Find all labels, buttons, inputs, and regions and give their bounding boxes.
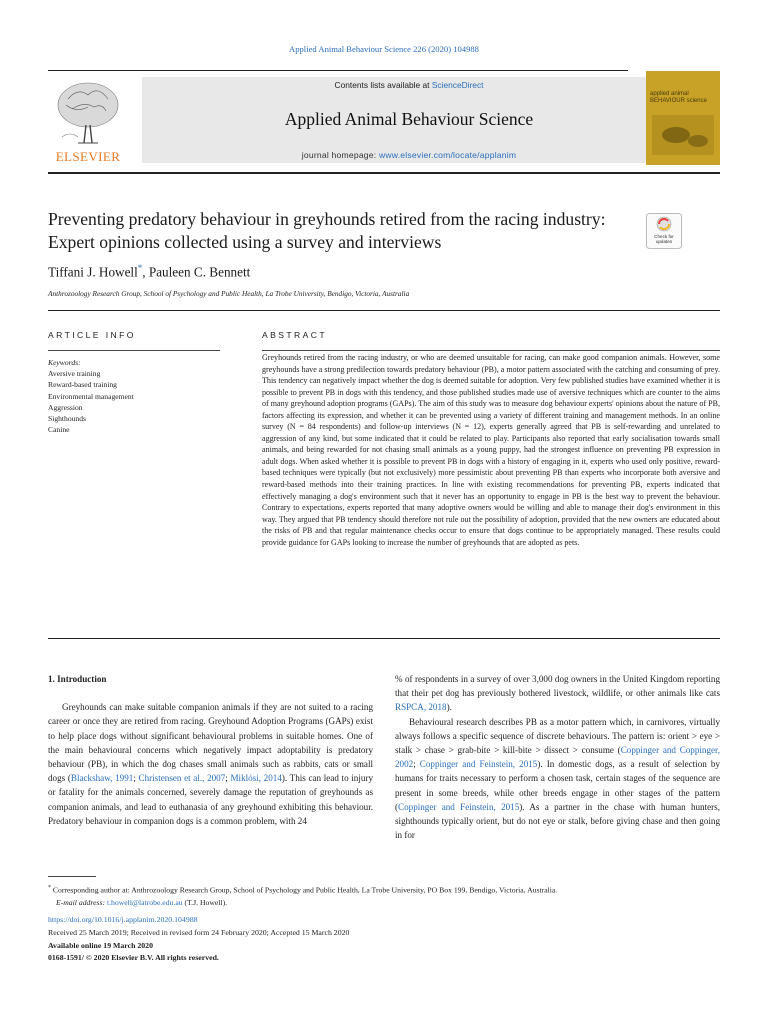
corresponding-author-mark[interactable]: * — [137, 263, 143, 273]
journal-banner — [142, 77, 676, 163]
available-online: Available online 19 March 2020 — [48, 940, 153, 950]
citation-separator: ; — [225, 773, 231, 784]
citation-link[interactable]: RSPCA, 2018 — [395, 702, 447, 713]
header-rule-bottom — [48, 172, 720, 174]
article-title: Preventing predatory behaviour in greyhounds retired from the racing industry: Expert opinions collected using a survey and interviews — [48, 209, 606, 252]
paragraph-text: ). In domestic dogs, as a result of selection by humans for traits necessary to perform a chosen task, certain stages of the sequence are present in some breeds, while other breeds engage in other stages of the pattern ( — [395, 759, 720, 812]
citation-separator: ; — [413, 759, 420, 770]
introduction-heading: 1. Introduction — [48, 674, 107, 684]
cover-title: applied animal BEHAVIOUR science — [650, 91, 707, 104]
journal-title: Applied Animal Behaviour Science — [284, 109, 534, 129]
abstract-text: Greyhounds retired from the racing industry, or who are deemed unsuitable for racing, can make good companion animals. However, some greyhounds have a strong predilection towards predatory behaviour (PB), a motor pattern associated with the catching and consuming of prey. This tendency can negatively impact whether the dog is deemed suitable for adoption. Very few published studies have examined whether it is possible to prevent PB in dogs with this tendency, and those published studies made use of aversive techniques which are counter to the aims of many greyhound adoption programs (GAPs). The aim of this study was to measure dog behaviour experts' opinions about the nature of PB, factors affecting its expression, and whether it can be prevented using a variety of different training and management methods. In an online survey (N = 84 respondents) and follow-up interviews (N = 12), experts generally agreed that PB is self-rewarding and unrelated to aggression of any kind, but some indicated that it could be related to play. Participants also reported that early socialisation towards small animals, and being rewarded for not chasing small animals as a young puppy, had the strongest influence on preventing PB expression in adult dogs. When asked whether it is possible to prevent PB in dogs with a history of engaging in it, experts who used only positive, reward-based techniques were typically (but not exclusively) more pessimistic about preventing PB than experts who incorporate both aversive and reward-based methods into their training practices. In line with existing recommendations for preventing PB, experts indicated that effectively managing a dog's environment such that it never has an opportunity to engage in PB is the best way to prevent the behaviour. Contrary to expectations, experts reported that many adoptive owners would be willing and able to manage their dog's environment in this way. They argued that PB tendency should therefore not rule out the possibility of adoption, provided that the new owners are educated about the risks of PB and that regular maintenance checks occur to ensure that dogs continue to be appropriately managed. These results could provide guidance for GAPs looking to increase the number of greyhounds that are adopted as pets. — [262, 353, 720, 547]
body-paragraph — [395, 672, 720, 715]
keyword-item: Canine — [48, 425, 70, 435]
homepage-link[interactable]: www.elsevier.com/locate/applanim — [378, 150, 517, 160]
keywords-label: Keywords: — [48, 358, 81, 367]
paragraph-text: ). This can lead to injury or fatality for the animals concerned, severely damage the reputation of greyhounds as companion animals, and lead to euthanasia of any greyhound exhibiting this behaviour. Predatory behaviour in companion dogs is a common problem, with 24 — [48, 773, 374, 826]
body-column-left — [48, 672, 373, 828]
publication-info — [48, 914, 728, 965]
citation-link[interactable]: Coppinger and Feinstein, 2015 — [398, 801, 520, 812]
homepage-prefix: journal homepage: — [301, 150, 379, 160]
email-label: E-mail address: — [56, 897, 107, 907]
author-name[interactable]: Pauleen C. Bennett — [148, 264, 251, 280]
corresponding-author-footnote — [48, 882, 728, 909]
article-info-rule — [48, 350, 220, 351]
footnote-text: Corresponding author at: Anthrozoology Research Group, School of Psychology and Public Health, La Trobe University, PO Box 199, Bendigo, Victoria, Australia. — [51, 885, 558, 895]
author-affiliation: Anthrozoology Research Group, School of Psychology and Public Health, La Trobe University, Bendigo, Victoria, Australia — [48, 289, 410, 298]
body-column-right — [395, 672, 720, 842]
email-suffix: (T.J. Howell). — [182, 897, 228, 907]
journal-header — [48, 77, 720, 167]
paragraph-text: % of respondents in a survey of over 3,000 dog owners in the United Kingdom reporting that their pet dog has previously bothered livestock, wildlife, or other animals like cats — [395, 674, 720, 699]
citation-link[interactable]: Blackshaw, 1991 — [70, 773, 134, 784]
keywords-block — [48, 357, 220, 435]
author-email-link[interactable]: t.howell@latrobe.edu.au — [106, 897, 183, 907]
journal-cover-image — [646, 71, 720, 165]
body-paragraph — [395, 715, 720, 843]
footnote-line — [48, 882, 728, 897]
header-rule-top — [48, 70, 628, 71]
body-paragraph — [48, 700, 373, 828]
paragraph-text: Behavioural research describes PB as a motor pattern which, in carnivores, virtually always follows a specific sequence of discrete behaviours. The pattern is: orient > eye > stalk > chase > grab-bite > kill-bite > dissect > consume ( — [395, 716, 720, 756]
keyword-item: Reward-based training — [48, 380, 117, 390]
journal-homepage — [142, 150, 676, 160]
footnote-email-line — [48, 897, 728, 909]
cover-artwork — [646, 71, 720, 165]
paragraph-text: Greyhounds can make suitable companion animals if they are not suited to a racing career or once they are retired from racing. Greyhound Adoption Programs (GAPs) exist to help place dogs without significant behavioural problems in suitable homes. One of the main behavioural concerns which negatively impact adoptability is predatory behaviour (PB), in which the dog chases small animals such as rabbits, cats or small dogs ( — [48, 702, 373, 784]
footnote-mark: * — [48, 885, 51, 891]
received-dates: Received 25 March 2019; Received in revised form 24 February 2020; Accepted 15 March 2020 — [48, 927, 350, 937]
citation-link[interactable]: Coppinger and Feinstein, 2015 — [419, 759, 538, 770]
contents-line — [142, 80, 676, 90]
sciencedirect-link[interactable]: ScienceDirect — [431, 80, 484, 90]
footnote-rule — [48, 876, 96, 877]
keyword-item: Environmental management — [48, 391, 134, 401]
contents-prefix: Contents lists available at — [334, 80, 432, 90]
paragraph-text: ). — [446, 702, 452, 713]
paragraph-text: ). As a partner in the chase with human hunters, sighthounds typically orient, but do not eye or stalk, before giving chase and then going in for — [395, 801, 720, 841]
keyword-item: Aversive training — [48, 369, 101, 379]
section-divider — [48, 310, 720, 311]
keyword-item: Sighthounds — [48, 414, 86, 424]
citation-link[interactable]: Christensen et al., 2007 — [138, 773, 226, 784]
citation-link[interactable]: Miklósi, 2014 — [230, 773, 282, 784]
article-info-heading: ARTICLE INFO — [48, 330, 136, 340]
author-separator: , — [142, 264, 149, 280]
abstract-rule — [262, 350, 720, 351]
doi-link[interactable]: https://doi.org/10.1016/j.applanim.2020.104988 — [48, 915, 198, 924]
check-for-updates-button[interactable] — [646, 213, 682, 249]
journal-reference[interactable]: Applied Animal Behaviour Science 226 (2020) 104988 — [289, 44, 479, 54]
abstract-heading: ABSTRACT — [262, 330, 328, 340]
keyword-item: Aggression — [48, 402, 83, 412]
section-divider — [48, 638, 720, 639]
copyright-line: 0168-1591/ © 2020 Elsevier B.V. All rights reserved. — [48, 953, 219, 963]
author-name[interactable]: Tiffani J. Howell — [48, 264, 138, 280]
citation-separator: ; — [133, 773, 139, 784]
check-updates-label: Check for updates — [654, 234, 674, 244]
publisher-name: ELSEVIER — [55, 149, 121, 164]
citation-link[interactable]: Coppinger and Coppinger, 2002 — [395, 745, 720, 770]
author-list — [48, 263, 250, 280]
